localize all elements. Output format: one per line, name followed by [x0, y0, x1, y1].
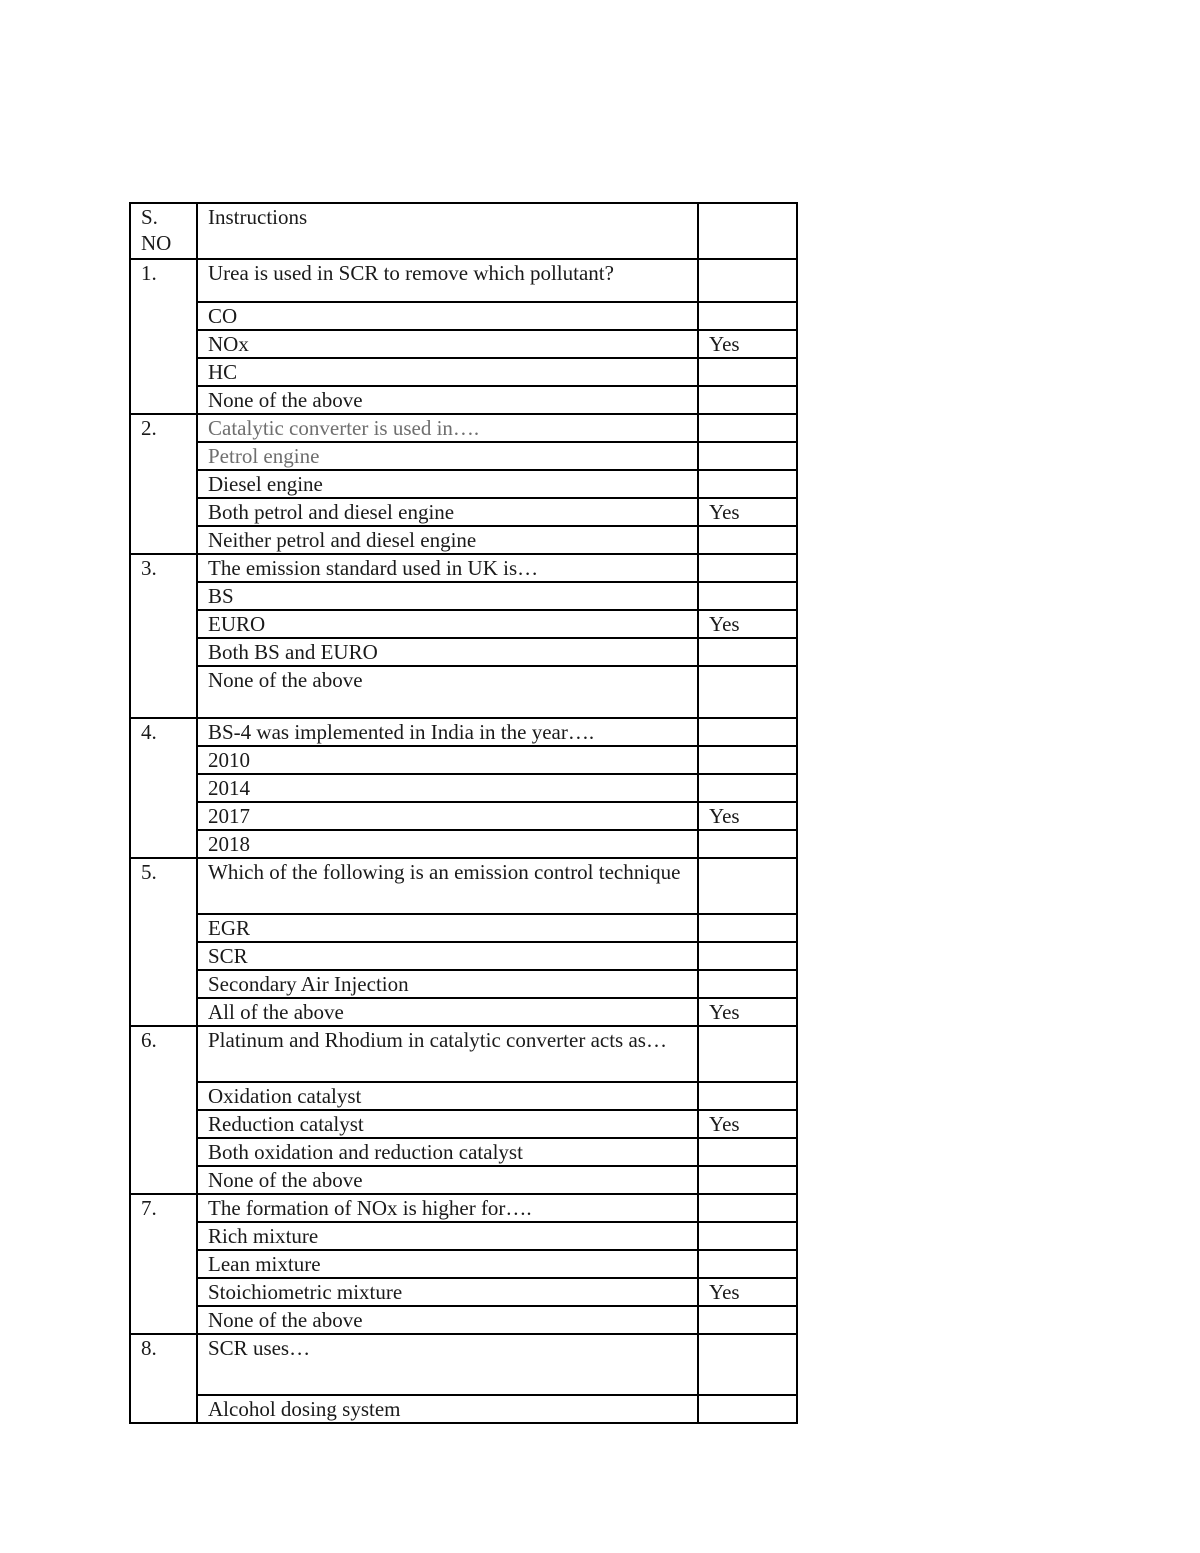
header-answer [698, 203, 797, 259]
header-sno-line2: NO [141, 231, 172, 255]
answer-cell: Yes [698, 802, 797, 830]
answer-cell [698, 1194, 797, 1222]
answer-cell [698, 259, 797, 302]
answer-cell [698, 358, 797, 386]
option-row [130, 1082, 797, 1110]
header-row [130, 203, 797, 259]
answer-cell: Yes [698, 498, 797, 526]
answer-cell [698, 1026, 797, 1082]
option-row [130, 302, 797, 330]
option-text: Both petrol and diesel engine [197, 498, 698, 526]
answer-cell [698, 1334, 797, 1395]
answer-cell: Yes [698, 330, 797, 358]
question-row [130, 1334, 797, 1395]
option-text: All of the above [197, 998, 698, 1026]
option-row [130, 998, 797, 1026]
option-row [130, 1166, 797, 1194]
answer-cell [698, 582, 797, 610]
option-row [130, 498, 797, 526]
option-text: Neither petrol and diesel engine [197, 526, 698, 554]
option-text: 2018 [197, 830, 698, 858]
answer-cell [698, 302, 797, 330]
question-number: 4. [130, 718, 197, 858]
option-text: Secondary Air Injection [197, 970, 698, 998]
option-text: SCR [197, 942, 698, 970]
question-number: 1. [130, 259, 197, 414]
question-number: 3. [130, 554, 197, 718]
answer-cell [698, 386, 797, 414]
option-text: Both oxidation and reduction catalyst [197, 1138, 698, 1166]
answer-cell [698, 1222, 797, 1250]
question-number: 6. [130, 1026, 197, 1194]
option-row [130, 666, 797, 718]
answer-cell [698, 1306, 797, 1334]
question-row [130, 414, 797, 442]
question-text: Catalytic converter is used in…. [197, 414, 698, 442]
answer-cell [698, 1166, 797, 1194]
option-row [130, 802, 797, 830]
question-row [130, 1194, 797, 1222]
question-row [130, 718, 797, 746]
question-number: 2. [130, 414, 197, 554]
header-sno [130, 203, 197, 259]
option-text: 2014 [197, 774, 698, 802]
option-row [130, 386, 797, 414]
question-row [130, 858, 797, 914]
answer-cell [698, 470, 797, 498]
option-text: NOx [197, 330, 698, 358]
option-row [130, 526, 797, 554]
header-sno-line1: S. [141, 205, 158, 229]
answer-cell [698, 1250, 797, 1278]
answer-cell [698, 774, 797, 802]
question-text: The formation of NOx is higher for…. [197, 1194, 698, 1222]
option-row [130, 1138, 797, 1166]
option-row [130, 1222, 797, 1250]
option-row [130, 970, 797, 998]
answer-cell: Yes [698, 998, 797, 1026]
option-row [130, 830, 797, 858]
option-row [130, 746, 797, 774]
question-text: The emission standard used in UK is… [197, 554, 698, 582]
option-row [130, 774, 797, 802]
answer-cell [698, 858, 797, 914]
question-number: 8. [130, 1334, 197, 1423]
option-text: Reduction catalyst [197, 1110, 698, 1138]
question-text: Platinum and Rhodium in catalytic converter acts as… [197, 1026, 698, 1082]
option-text: Lean mixture [197, 1250, 698, 1278]
option-row [130, 914, 797, 942]
option-row [130, 330, 797, 358]
option-text: None of the above [197, 1166, 698, 1194]
answer-cell: Yes [698, 610, 797, 638]
option-text: None of the above [197, 666, 698, 718]
question-text: BS-4 was implemented in India in the year…. [197, 718, 698, 746]
answer-cell [698, 638, 797, 666]
option-text: 2010 [197, 746, 698, 774]
option-text: 2017 [197, 802, 698, 830]
option-text: Petrol engine [197, 442, 698, 470]
answer-cell [698, 1395, 797, 1423]
option-row [130, 1110, 797, 1138]
answer-cell [698, 718, 797, 746]
option-text: CO [197, 302, 698, 330]
option-text: Both BS and EURO [197, 638, 698, 666]
quiz-table [129, 202, 798, 1424]
answer-cell [698, 554, 797, 582]
option-text: Diesel engine [197, 470, 698, 498]
option-row [130, 638, 797, 666]
answer-cell [698, 414, 797, 442]
answer-cell [698, 666, 797, 718]
option-row [130, 358, 797, 386]
option-text: Stoichiometric mixture [197, 1278, 698, 1306]
option-text: EGR [197, 914, 698, 942]
answer-cell [698, 526, 797, 554]
option-text: Rich mixture [197, 1222, 698, 1250]
answer-cell [698, 970, 797, 998]
option-row [130, 1250, 797, 1278]
option-row [130, 470, 797, 498]
answer-cell [698, 442, 797, 470]
option-text: HC [197, 358, 698, 386]
option-text: EURO [197, 610, 698, 638]
answer-cell: Yes [698, 1110, 797, 1138]
question-row [130, 1026, 797, 1082]
option-row [130, 442, 797, 470]
question-text: SCR uses… [197, 1334, 698, 1395]
answer-cell [698, 942, 797, 970]
answer-cell [698, 830, 797, 858]
option-row [130, 1278, 797, 1306]
answer-cell: Yes [698, 1278, 797, 1306]
header-instructions: Instructions [197, 203, 698, 259]
option-row [130, 610, 797, 638]
option-row [130, 942, 797, 970]
answer-cell [698, 1082, 797, 1110]
option-text: None of the above [197, 1306, 698, 1334]
answer-cell [698, 746, 797, 774]
question-number: 7. [130, 1194, 197, 1334]
question-number: 5. [130, 858, 197, 1026]
question-row [130, 554, 797, 582]
question-text: Urea is used in SCR to remove which pollutant? [197, 259, 698, 302]
option-row [130, 1306, 797, 1334]
answer-cell [698, 914, 797, 942]
option-text: BS [197, 582, 698, 610]
question-text: Which of the following is an emission control technique [197, 858, 698, 914]
option-text: None of the above [197, 386, 698, 414]
option-row [130, 582, 797, 610]
answer-cell [698, 1138, 797, 1166]
option-text: Oxidation catalyst [197, 1082, 698, 1110]
question-row [130, 259, 797, 302]
option-text: Alcohol dosing system [197, 1395, 698, 1423]
option-row [130, 1395, 797, 1423]
